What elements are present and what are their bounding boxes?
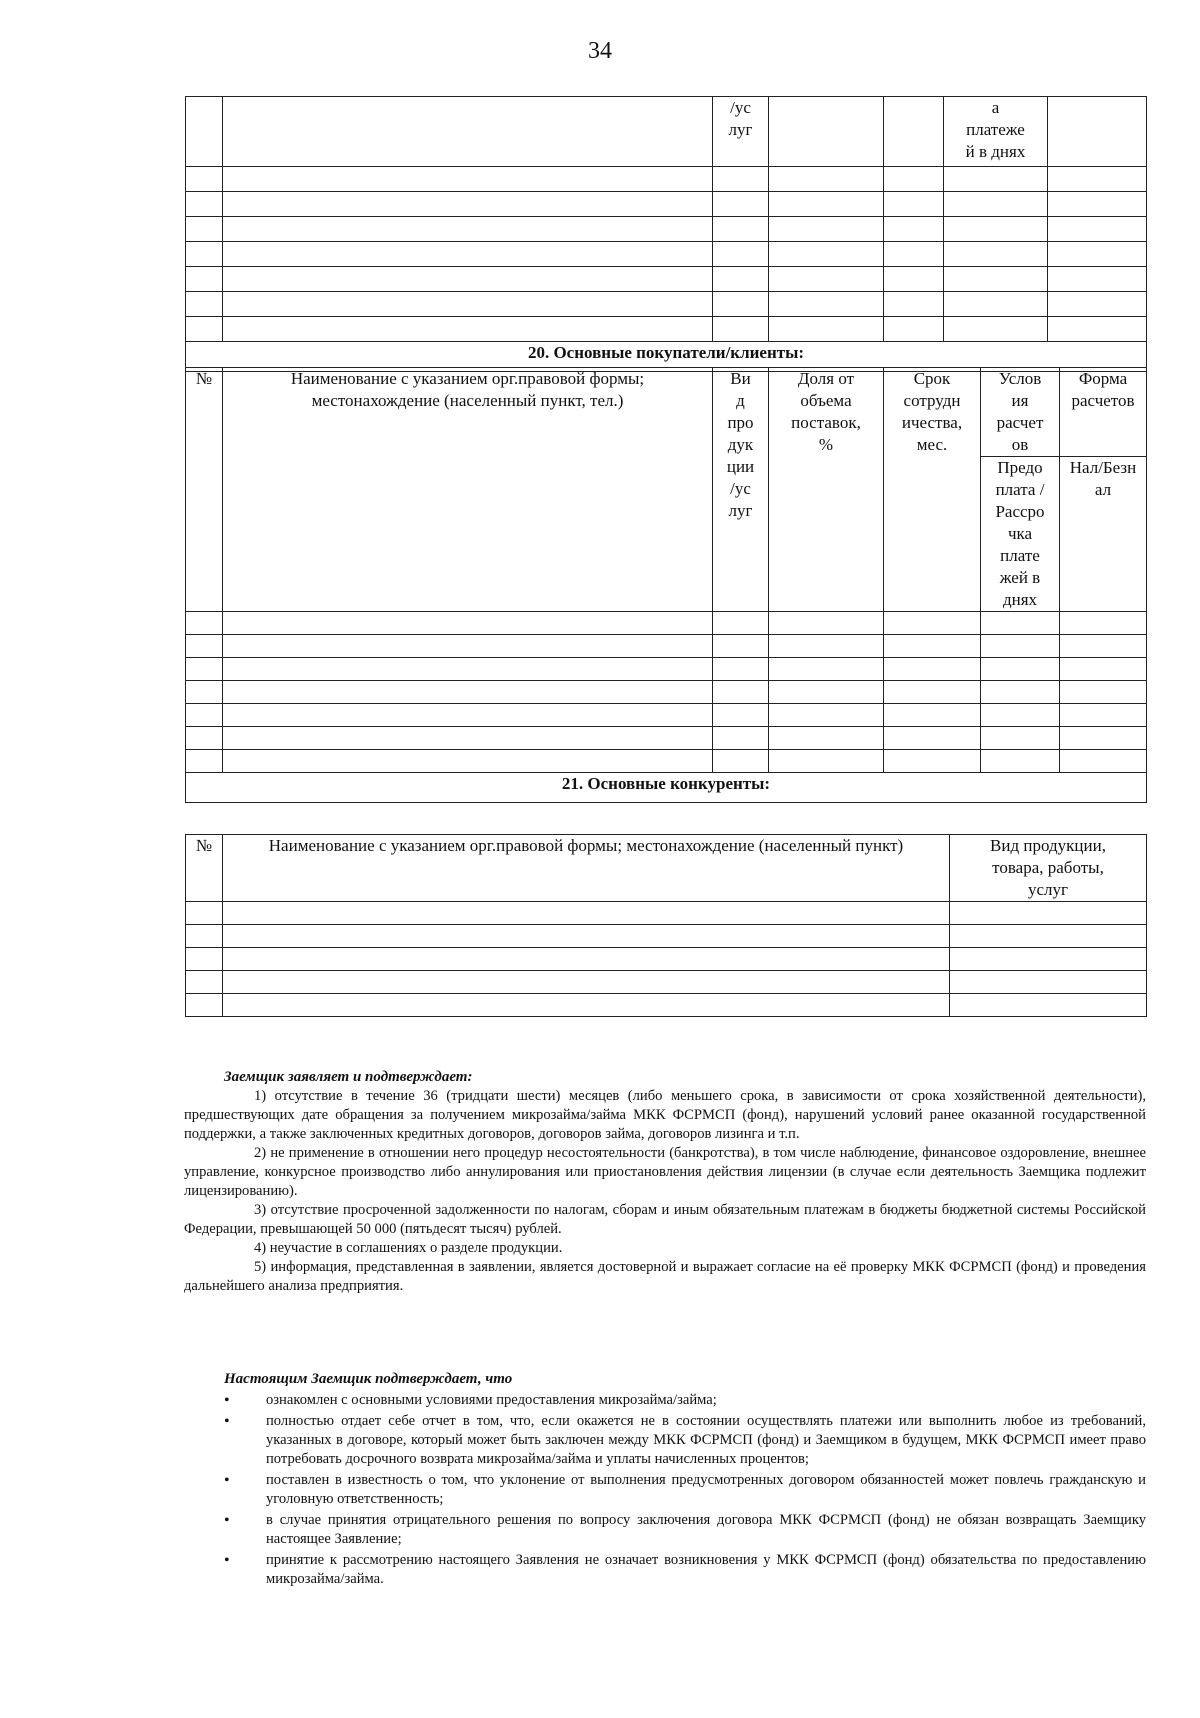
- table-cell[interactable]: [223, 267, 713, 292]
- list-item: [194, 1551, 1146, 1589]
- table-cell[interactable]: [713, 704, 769, 727]
- table-row: [186, 727, 1147, 750]
- table-row: [186, 292, 1147, 317]
- table-competitors: [185, 834, 1147, 1017]
- bullet-icon: •: [224, 1472, 230, 1489]
- table-cell[interactable]: [223, 948, 950, 971]
- table-cell[interactable]: [769, 750, 884, 773]
- table-cell[interactable]: [950, 971, 1147, 994]
- table-cell[interactable]: [223, 971, 950, 994]
- table-cell[interactable]: [1060, 612, 1147, 635]
- table-cell[interactable]: [1048, 192, 1147, 217]
- table-cell[interactable]: [884, 704, 981, 727]
- list-item-text: поставлен в известность о том, что уклонение от выполнения предусмотренных договором обязанностей может повлечь гражданскую и уголовную ответственность;: [266, 1472, 1146, 1507]
- list-item-text: принятие к рассмотрению настоящего Заявления не означает возникновения у МКК ФСРМСП (фонд) обязательства по предоставлению микрозайма/займа.: [266, 1552, 1146, 1587]
- table-cell[interactable]: [769, 167, 884, 192]
- header-row: [186, 97, 1147, 167]
- table-cell[interactable]: [713, 167, 769, 192]
- table-cell[interactable]: [713, 635, 769, 658]
- table-cell[interactable]: [884, 681, 981, 704]
- cell: [186, 97, 223, 167]
- table-cell[interactable]: [223, 658, 713, 681]
- header-type-cont: /ус луг: [713, 97, 769, 167]
- header-product-type: Ви д про дук ции /ус луг: [713, 368, 769, 612]
- table-cell[interactable]: [713, 750, 769, 773]
- table-cell[interactable]: [223, 727, 713, 750]
- table-row: [186, 925, 1147, 948]
- table-cell[interactable]: [186, 704, 223, 727]
- table-row: [186, 267, 1147, 292]
- table-cell[interactable]: [186, 750, 223, 773]
- header-row: [186, 835, 1147, 902]
- table-cell[interactable]: [186, 658, 223, 681]
- table-cell[interactable]: [186, 217, 223, 242]
- table-row: [186, 658, 1147, 681]
- table-cell[interactable]: [944, 242, 1048, 267]
- table-customers: [185, 367, 1147, 803]
- table-cell[interactable]: [1060, 750, 1147, 773]
- table-cell[interactable]: [769, 681, 884, 704]
- table-cell[interactable]: [884, 727, 981, 750]
- table-cell[interactable]: [186, 317, 223, 342]
- table-cell[interactable]: [186, 925, 223, 948]
- header-name: Наименование с указанием орг.правовой формы; местонахождение (населенный пункт, тел.): [223, 368, 713, 612]
- table-cell[interactable]: [186, 242, 223, 267]
- table-cell[interactable]: [1048, 292, 1147, 317]
- bullet-icon: •: [224, 1392, 230, 1409]
- declaration-heading: Заемщик заявляет и подтверждает:: [224, 1069, 473, 1085]
- header-name: Наименование с указанием орг.правовой формы; местонахождение (населенный пункт): [223, 835, 950, 902]
- table-suppliers-continuation: [185, 96, 1147, 372]
- table-cell[interactable]: [944, 217, 1048, 242]
- list-item-text: ознакомлен с основными условиями предоставления микрозайма/займа;: [266, 1392, 717, 1408]
- table-cell[interactable]: [769, 292, 884, 317]
- table-cell[interactable]: [186, 971, 223, 994]
- table-cell[interactable]: [186, 948, 223, 971]
- table-row: [186, 971, 1147, 994]
- table-cell[interactable]: [981, 681, 1060, 704]
- table-cell[interactable]: [223, 994, 950, 1017]
- table-cell[interactable]: [950, 902, 1147, 925]
- table-row: [186, 635, 1147, 658]
- table-cell[interactable]: [186, 681, 223, 704]
- table-cell[interactable]: [769, 704, 884, 727]
- declaration-block: [184, 1068, 1146, 1296]
- table-cell[interactable]: [884, 192, 944, 217]
- declaration-item: 1) отсутствие в течение 36 (тридцати шести) месяцев (либо меньшего срока, в зависимости от срока хозяйственной деятельности), предшествующих дате обращения за получением микрозайма/займа МКК ФСРМСП (фонд), нарушений условий ранее оказанной государственной поддержки, а также заключенных кредитных договоров, договоров займа, договоров лизинга и т.п.: [184, 1088, 1146, 1142]
- table-cell[interactable]: [769, 217, 884, 242]
- table-cell[interactable]: [713, 292, 769, 317]
- table-cell[interactable]: [981, 635, 1060, 658]
- list-item: [194, 1412, 1146, 1469]
- table-cell[interactable]: [1060, 727, 1147, 750]
- header-product: Вид продукции, товара, работы, услуг: [950, 835, 1147, 902]
- table-cell[interactable]: [223, 902, 950, 925]
- list-item: [194, 1511, 1146, 1549]
- header-conditions: Услов ия расчет ов: [981, 368, 1060, 457]
- confirmation-list: [194, 1391, 1146, 1589]
- page-number: 34: [588, 38, 612, 64]
- header-term: Срок сотрудн ичества, мес.: [884, 368, 981, 612]
- table-cell[interactable]: [981, 658, 1060, 681]
- table-cell[interactable]: [1048, 242, 1147, 267]
- declaration-item: 3) отсутствие просроченной задолженности по налогам, сборам и иным обязательным платежам в бюджеты бюджетной системы Российской Федерации, превышающей 50 000 (пятьдесят тысяч) рублей.: [184, 1202, 1146, 1237]
- table-cell[interactable]: [769, 635, 884, 658]
- table-row: [186, 217, 1147, 242]
- table-cell[interactable]: [223, 635, 713, 658]
- table-row: [186, 948, 1147, 971]
- table-cell[interactable]: [186, 902, 223, 925]
- table-cell[interactable]: [950, 925, 1147, 948]
- section-21-title-row: [186, 773, 1147, 803]
- declaration-item: 2) не применение в отношении него процедур несостоятельности (банкротства), в том числе наблюдение, финансовое оздоровление, внешнее управление, конкурсное производство либо аннулирования или приостановления действия лицензии (в случае если деятельность Заемщика подлежит лицензированию).: [184, 1145, 1146, 1199]
- table-cell[interactable]: [950, 948, 1147, 971]
- cell: [769, 97, 884, 167]
- bullet-icon: •: [224, 1512, 230, 1529]
- table-cell[interactable]: [769, 267, 884, 292]
- table-cell[interactable]: [186, 635, 223, 658]
- section-21-title: 21. Основные конкуренты:: [186, 773, 1147, 803]
- table-row: [186, 704, 1147, 727]
- table-cell[interactable]: [944, 317, 1048, 342]
- table-cell[interactable]: [981, 750, 1060, 773]
- table-cell[interactable]: [1048, 317, 1147, 342]
- confirmation-block: [224, 1370, 1146, 1591]
- table-row: [186, 612, 1147, 635]
- table-cell[interactable]: [1048, 167, 1147, 192]
- table-cell[interactable]: [884, 267, 944, 292]
- table-cell[interactable]: [769, 612, 884, 635]
- list-item-text: в случае принятия отрицательного решения по вопросу заключения договора МКК ФСРМСП (фонд) не обязан возвращать Заемщику настоящее Заявление;: [266, 1512, 1146, 1547]
- table-cell[interactable]: [1048, 267, 1147, 292]
- table-cell[interactable]: [1060, 704, 1147, 727]
- confirmation-heading: Настоящим Заемщик подтверждает, что: [224, 1371, 513, 1387]
- table-cell[interactable]: [223, 681, 713, 704]
- table-cell[interactable]: [713, 658, 769, 681]
- header-share: Доля от объема поставок, %: [769, 368, 884, 612]
- declaration-item: 4) неучастие в соглашениях о разделе продукции.: [254, 1240, 563, 1256]
- table-cell[interactable]: [884, 217, 944, 242]
- table-cell[interactable]: [186, 612, 223, 635]
- header-num: №: [186, 368, 223, 612]
- list-item: [194, 1471, 1146, 1509]
- table-cell[interactable]: [223, 317, 713, 342]
- table-row: [186, 167, 1147, 192]
- header-form: Форма расчетов: [1060, 368, 1147, 457]
- header-cash: Нал/Безн ал: [1060, 457, 1147, 612]
- table-cell[interactable]: [223, 750, 713, 773]
- table-cell[interactable]: [186, 192, 223, 217]
- table-row: [186, 902, 1147, 925]
- table-cell[interactable]: [223, 612, 713, 635]
- header-prepay: Предо плата / Рассро чка плате жей в днях: [981, 457, 1060, 612]
- table-cell[interactable]: [223, 167, 713, 192]
- table-row: [186, 994, 1147, 1017]
- table-cell[interactable]: [884, 658, 981, 681]
- table-cell[interactable]: [186, 727, 223, 750]
- table-cell[interactable]: [186, 267, 223, 292]
- table-cell[interactable]: [944, 292, 1048, 317]
- cell: [884, 97, 944, 167]
- table-cell[interactable]: [223, 217, 713, 242]
- table-cell[interactable]: [186, 292, 223, 317]
- table-cell[interactable]: [1060, 658, 1147, 681]
- table-cell[interactable]: [950, 994, 1147, 1017]
- list-item-text: полностью отдает себе отчет в том, что, если окажется не в состоянии осуществлять платежи или выполнить любое из требований, указанных в договоре, который может быть заключен между МКК ФСРМСП (фонд) и Заемщиком в будущем, МКК ФСРМСП имеет право потребовать досрочного возврата микрозайма/займа и уплаты начисленных процентов;: [266, 1413, 1146, 1467]
- table-row: [186, 750, 1147, 773]
- table-cell[interactable]: [769, 727, 884, 750]
- table-cell[interactable]: [944, 167, 1048, 192]
- table-cell[interactable]: [1048, 217, 1147, 242]
- declaration-item: 5) информация, представленная в заявлении, является достоверной и выражает согласие на её проверку МКК ФСРМСП (фонд) и проведения дальнейшего анализа предприятия.: [184, 1259, 1146, 1294]
- table-cell[interactable]: [769, 658, 884, 681]
- table-cell[interactable]: [981, 612, 1060, 635]
- table-cell[interactable]: [1060, 681, 1147, 704]
- table-cell[interactable]: [223, 925, 950, 948]
- section-20-title: 20. Основные покупатели/клиенты:: [186, 342, 1147, 372]
- table-cell[interactable]: [186, 167, 223, 192]
- table-cell[interactable]: [713, 267, 769, 292]
- table-cell[interactable]: [981, 727, 1060, 750]
- table-cell[interactable]: [884, 612, 981, 635]
- table-cell[interactable]: [884, 292, 944, 317]
- table-cell[interactable]: [769, 192, 884, 217]
- table-cell[interactable]: [769, 242, 884, 267]
- table-cell[interactable]: [713, 727, 769, 750]
- table-row: [186, 681, 1147, 704]
- table-cell[interactable]: [884, 317, 944, 342]
- table-cell[interactable]: [713, 242, 769, 267]
- cell: [1048, 97, 1147, 167]
- table-cell[interactable]: [713, 612, 769, 635]
- table-cell[interactable]: [884, 635, 981, 658]
- table-row: [186, 317, 1147, 342]
- table-cell[interactable]: [223, 704, 713, 727]
- table-row: [186, 242, 1147, 267]
- table-cell[interactable]: [713, 192, 769, 217]
- table-cell[interactable]: [713, 681, 769, 704]
- bullet-icon: •: [224, 1413, 230, 1430]
- table-cell[interactable]: [223, 192, 713, 217]
- table-cell[interactable]: [769, 317, 884, 342]
- cell: [223, 97, 713, 167]
- table-cell[interactable]: [713, 317, 769, 342]
- table-cell[interactable]: [713, 217, 769, 242]
- list-item: [194, 1391, 1146, 1410]
- table-cell[interactable]: [186, 994, 223, 1017]
- bullet-icon: •: [224, 1552, 230, 1569]
- header-row: [186, 368, 1147, 457]
- table-cell[interactable]: [223, 292, 713, 317]
- table-cell[interactable]: [944, 192, 1048, 217]
- table-cell[interactable]: [1060, 635, 1147, 658]
- header-payment-days-cont: а платеже й в днях: [944, 97, 1048, 167]
- table-cell[interactable]: [884, 750, 981, 773]
- header-num: №: [186, 835, 223, 902]
- table-cell[interactable]: [884, 167, 944, 192]
- table-cell[interactable]: [223, 242, 713, 267]
- table-cell[interactable]: [981, 704, 1060, 727]
- table-row: [186, 192, 1147, 217]
- table-cell[interactable]: [884, 242, 944, 267]
- table-cell[interactable]: [944, 267, 1048, 292]
